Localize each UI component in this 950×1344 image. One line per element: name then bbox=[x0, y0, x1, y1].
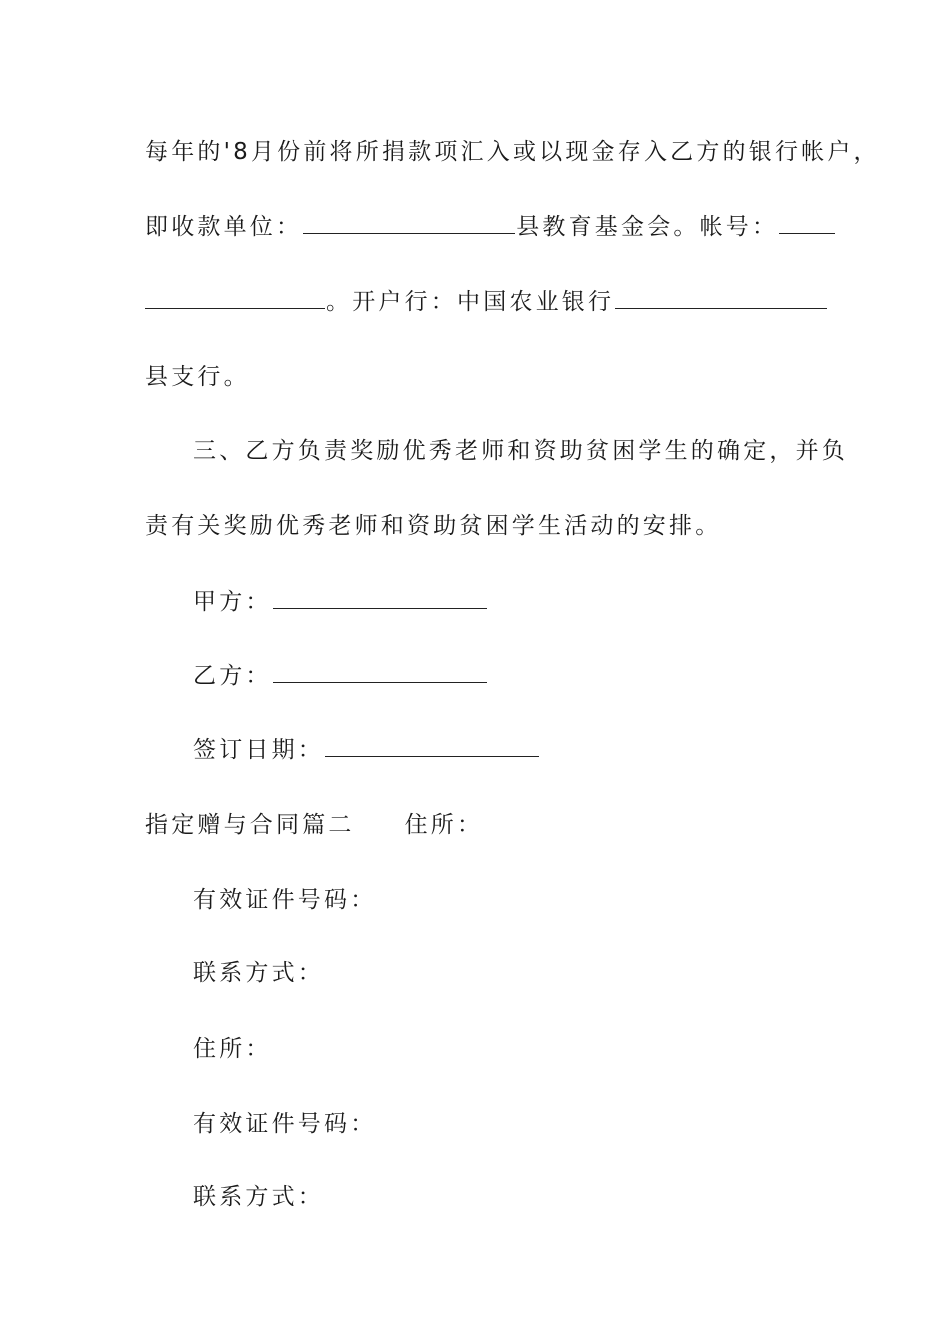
party-b-label: 乙方： bbox=[193, 663, 272, 689]
payment-deadline-text: 每年的'8月份前将所捐款项汇入或以现金存入乙方的银行帐户， bbox=[145, 139, 880, 165]
field-line bbox=[193, 1109, 376, 1139]
id-number-label: 有效证件号码： bbox=[193, 887, 377, 913]
clause-three-continued: 责有关奖励优秀老师和资助贫困学生活动的安排。 bbox=[145, 513, 722, 539]
paragraph-line bbox=[145, 511, 721, 541]
paragraph-line bbox=[145, 362, 250, 392]
signature-line-party-b bbox=[193, 661, 488, 691]
sign-date-blank bbox=[325, 738, 539, 757]
party-a-label: 甲方： bbox=[193, 589, 272, 615]
contact-label: 联系方式： bbox=[193, 1184, 324, 1210]
field-line bbox=[193, 958, 324, 988]
address-label: 住所： bbox=[193, 1036, 272, 1062]
account-number-blank bbox=[779, 215, 835, 234]
foundation-account-label: 县教育基金会。帐号： bbox=[516, 214, 779, 240]
paragraph-line bbox=[145, 137, 880, 167]
bank-branch-suffix: 县支行。 bbox=[145, 364, 250, 390]
address-label: 住所： bbox=[404, 812, 484, 838]
bank-label: 。开户行：中国农业银行 bbox=[326, 289, 615, 315]
paragraph-line bbox=[145, 287, 828, 317]
section-title: 指定赠与合同篇二 bbox=[145, 812, 355, 838]
section-heading-line bbox=[145, 810, 483, 840]
clause-three-text: 三、乙方负责奖励优秀老师和资助贫困学生的确定，并负 bbox=[193, 438, 848, 464]
signature-line-date bbox=[193, 735, 540, 765]
field-line bbox=[193, 885, 376, 915]
field-line bbox=[193, 1182, 324, 1212]
sign-date-label: 签订日期： bbox=[193, 737, 324, 763]
field-line bbox=[193, 1034, 272, 1064]
party-b-blank bbox=[273, 664, 487, 683]
signature-line-party-a bbox=[193, 587, 488, 617]
account-number-blank-continued bbox=[145, 290, 325, 309]
bank-branch-blank bbox=[615, 290, 827, 309]
id-number-label: 有效证件号码： bbox=[193, 1111, 377, 1137]
payee-blank bbox=[303, 215, 515, 234]
paragraph-line bbox=[145, 212, 836, 242]
paragraph-line bbox=[193, 436, 848, 466]
payee-label: 即收款单位： bbox=[145, 214, 303, 240]
contact-label: 联系方式： bbox=[193, 960, 324, 986]
party-a-blank bbox=[273, 590, 487, 609]
